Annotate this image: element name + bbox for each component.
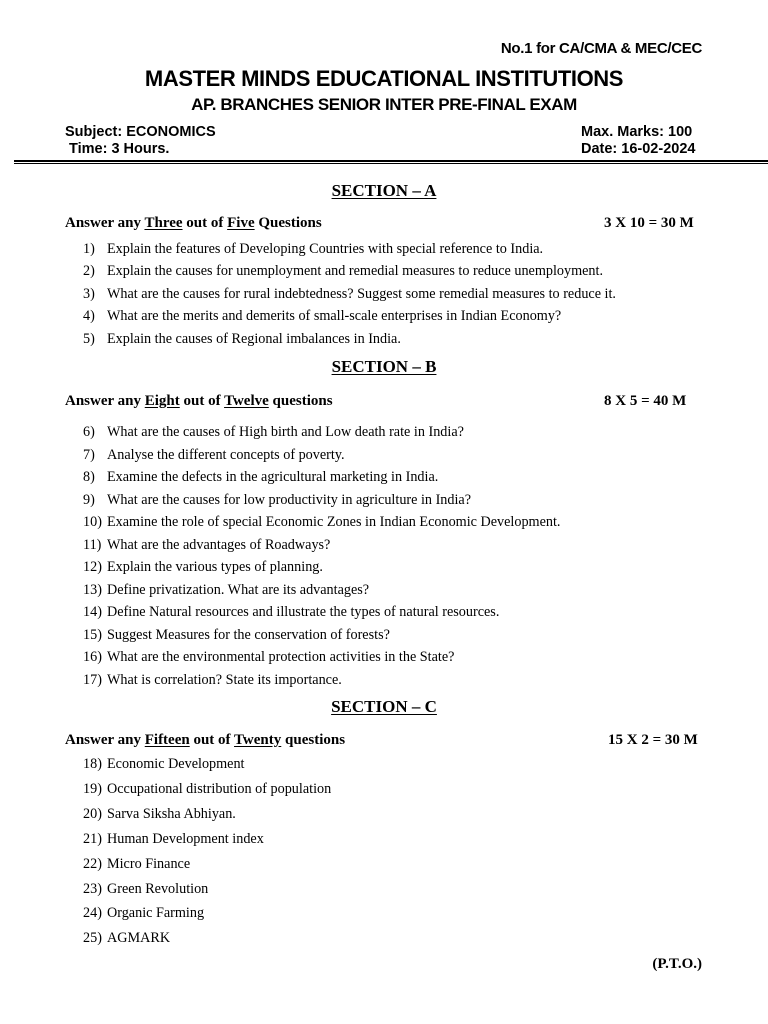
question-item: 21) Human Development index — [83, 831, 264, 847]
question-item: 9) What are the causes for low productivity in agriculture in India? — [83, 492, 472, 508]
question-item: 6) What are the causes of High birth and Low death rate in India? — [83, 424, 464, 440]
section-c-instruction: Answer any Fifteen out of Twenty questions — [65, 732, 346, 748]
question-item: 22) Micro Finance — [83, 856, 191, 872]
question-item: 5) Explain the causes of Regional imbalances in India. — [83, 331, 401, 347]
institution-name: MASTER MINDS EDUCATIONAL INSTITUTIONS — [144, 66, 624, 91]
time-label: Time: 3 Hours. — [69, 141, 170, 157]
max-marks: Max. Marks: 100 — [581, 124, 693, 140]
question-item: 11) What are the advantages of Roadways? — [83, 537, 331, 553]
question-item: 20) Sarva Siksha Abhiyan. — [83, 806, 236, 822]
question-item: 13) Define privatization. What are its advantages? — [83, 582, 370, 598]
question-item: 2) Explain the causes for unemployment and remedial measures to reduce unemployment. — [83, 263, 604, 279]
question-item: 3) What are the causes for rural indebtedness? Suggest some remedial measures to reduce it. — [83, 286, 616, 302]
section-b-instruction: Answer any Eight out of Twelve questions — [65, 393, 333, 409]
question-item: 17) What is correlation? State its importance. — [83, 672, 342, 688]
section-b-title: SECTION – B — [331, 357, 437, 376]
question-item: 18) Economic Development — [83, 756, 245, 772]
section-b-marks: 8 X 5 = 40 M — [604, 393, 687, 409]
section-c-marks: 15 X 2 = 30 M — [608, 732, 698, 748]
question-item: 15) Suggest Measures for the conservation of forests? — [83, 627, 390, 643]
question-item: 8) Examine the defects in the agricultural marketing in India. — [83, 469, 439, 485]
exam-title: AP. BRANCHES SENIOR INTER PRE-FINAL EXAM — [191, 95, 577, 114]
question-item: 1) Explain the features of Developing Countries with special reference to India. — [83, 241, 544, 257]
question-item: 7) Analyse the different concepts of poverty. — [83, 447, 345, 463]
question-item: 12) Explain the various types of planning. — [83, 559, 323, 575]
header-divider-thin — [14, 163, 768, 164]
section-a-instruction: Answer any Three out of Five Questions — [65, 215, 322, 231]
question-item: 16) What are the environmental protection activities in the State? — [83, 649, 455, 665]
section-a-marks: 3 X 10 = 30 M — [604, 215, 694, 231]
section-c-title: SECTION – C — [331, 697, 437, 716]
question-item: 14) Define Natural resources and illustrate the types of natural resources. — [83, 604, 500, 620]
question-item: 10) Examine the role of special Economic Zones in Indian Economic Development. — [83, 514, 561, 530]
section-a-title: SECTION – A — [331, 181, 437, 200]
question-item: 19) Occupational distribution of population — [83, 781, 332, 797]
question-item: 25) AGMARK — [83, 930, 171, 946]
question-item: 4) What are the merits and demerits of small-scale enterprises in Indian Economy? — [83, 308, 562, 324]
exam-date: Date: 16-02-2024 — [581, 141, 696, 157]
subject-label: Subject: ECONOMICS — [65, 124, 216, 140]
question-item: 24) Organic Farming — [83, 905, 205, 921]
tagline: No.1 for CA/CMA & MEC/CEC — [500, 40, 702, 57]
question-item: 23) Green Revolution — [83, 881, 209, 897]
page-turn-note: (P.T.O.) — [652, 956, 702, 972]
header-divider — [14, 160, 768, 162]
